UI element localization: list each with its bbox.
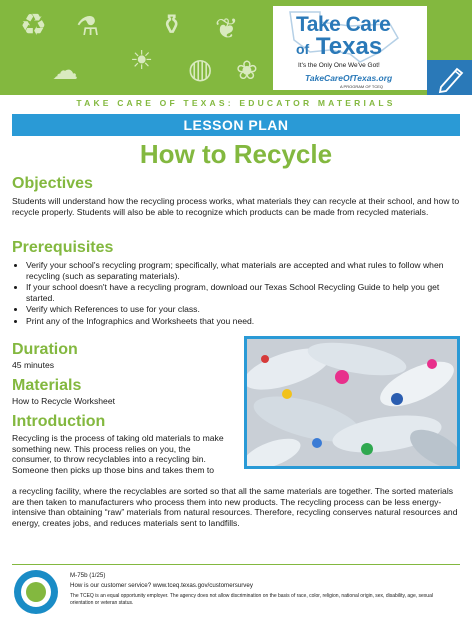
lightbulb-icon: ☀ — [130, 46, 154, 76]
materials-heading: Materials — [12, 377, 82, 394]
page-title: How to Recycle — [139, 139, 333, 169]
duration-heading: Duration — [12, 341, 78, 358]
prerequisites-heading: Prerequisites — [12, 239, 114, 256]
microscope-icon: ⚗ — [76, 12, 100, 42]
logo-line2: of Texas — [296, 33, 383, 60]
recycle-icon: ♻ — [20, 8, 47, 43]
educator-subtitle: TAKE CARE OF TEXAS: EDUCATOR MATERIALS — [76, 98, 396, 108]
recycled-bottles-photo — [244, 336, 460, 469]
flask-icon: ⚱ — [160, 8, 184, 41]
cloud-icon: ☁ — [52, 56, 78, 86]
introduction-text-narrow: Recycling is the process of taking old materials to make something new. This process relies on you, the consumer, to throw recyclables into a recycling bin. Someone then picks up those bins and takes them to — [12, 433, 224, 475]
logo-tagline: It's the Only One We've Got! — [298, 62, 380, 69]
logo-line1: Take Care — [296, 13, 391, 36]
eeo-statement: The TCEQ is an equal opportunity employer. The agency does not allow discrimination on the basis of race, color, religion, national origin, sex, disability, age, sexual orientation or veteran status. — [70, 593, 433, 606]
logo-url: TakeCareOfTexas.org — [305, 73, 393, 83]
introduction-text-wide: a recycling facility, where the recyclables are sorted so that all the same materials are together. The sorted materials are then taken to manufacturers who process them into new products. The recycling process can be less energy-intensive than obtaining “raw” materials from natural resources. Therefore, recycling conserves natural resources and energy, creates jobs, and reduces materials sent to landfills. — [12, 486, 458, 528]
bottles-photo — [247, 339, 457, 466]
objectives-heading: Objectives — [12, 175, 93, 192]
plant-icon: ❀ — [236, 56, 258, 86]
list-item: • If your school doesn't have a recycling program, download our Texas School Recycling Guide to help you get started. — [26, 282, 462, 303]
materials-text: How to Recycle Worksheet — [12, 396, 116, 406]
tceq-seal-core — [26, 582, 46, 602]
customer-survey-link[interactable]: How is our customer service? www.tceq.texas.gov/customersurvey — [70, 582, 253, 589]
lesson-plan-label: LESSON PLAN — [183, 117, 289, 133]
pencil-tile — [427, 60, 472, 95]
document-id: M-75b (1/25) — [70, 572, 106, 579]
introduction-heading: Introduction — [12, 413, 106, 430]
list-item: • Verify which References to use for your class. — [26, 304, 462, 315]
duration-text: 45 minutes — [12, 360, 55, 370]
globe-icon: ◍ — [188, 52, 213, 85]
list-item: • Print any of the Infographics and Worksheets that you need. — [26, 316, 462, 327]
logo-program: A PROGRAM OF TCEQ — [340, 84, 384, 89]
footer-divider — [12, 564, 460, 565]
pencil-icon — [427, 60, 472, 95]
list-item: • Verify your school's recycling program; specifically, what materials are accepted and what rules to follow when recycling (such as separating materials). — [26, 260, 462, 281]
prerequisites-list — [14, 260, 462, 328]
apple-books-icon: ❦ — [215, 12, 239, 45]
objectives-text: Students will understand how the recycling process works, what materials they can recycle at their school, and how to recycle properly. Students will also be able to recognize which products can be made from recycled materials. — [12, 196, 460, 217]
